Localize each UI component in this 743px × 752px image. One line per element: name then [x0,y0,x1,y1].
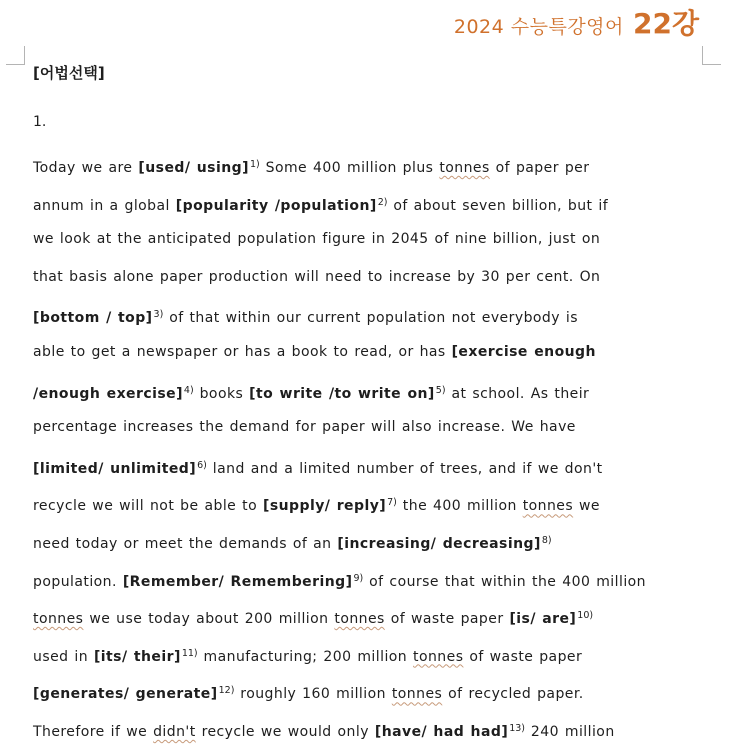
spellcheck-flagged-word: tonnes [33,611,84,628]
question-number: 1. [33,114,47,130]
passage-text-segment: of waste paper [384,611,510,628]
passage-line [33,560,703,598]
footnote-marker: 11) [181,647,198,659]
passage-text-segment: able to get a newspaper or has a book to read, or has [33,343,452,360]
choice-bracket: [its/ their] [93,648,181,665]
passage-line [33,484,703,522]
passage-text-segment: we look at the anticipated population figure in 2045 of nine billion, just on [33,231,601,248]
choice-bracket: /enough exercise] [33,385,183,402]
spellcheck-flagged-word: tonnes [522,498,574,515]
passage-text-segment: of recycled paper. [442,686,584,703]
spellcheck-flagged-word: tonnes [413,648,464,665]
course-title: 2024 수능특강영어 [453,16,624,38]
choice-bracket: [bottom / top] [33,310,153,327]
passage-text-segment: land and a limited number of trees, and if we don't [206,460,603,477]
choice-bracket: [popularity /population] [175,197,377,214]
passage-line [33,597,703,635]
footnote-marker: 8) [541,534,552,546]
passage-line [33,334,703,372]
passage-text-segment: of paper per [489,160,590,176]
footnote-marker: 1) [249,159,260,170]
footnote-marker: 6) [197,459,207,471]
passage-line [33,522,703,560]
passage-line [33,409,703,447]
passage-line [33,372,703,410]
passage-text-segment: Therefore if we [33,723,154,740]
footnote-marker: 10) [577,610,594,622]
lesson-header [454,2,699,42]
passage-text-segment: we use today about 200 million [83,611,335,628]
page-corner-mark-left [6,46,25,65]
footnote-marker: 7) [387,497,397,509]
footnote-marker: 9) [353,572,364,584]
choice-bracket: [generates/ generate] [33,686,218,703]
passage-text-segment: annum in a global [33,197,176,214]
passage-line [33,710,703,748]
passage-text-segment: of waste paper [463,648,583,665]
choice-bracket: [exercise enough [451,343,596,360]
passage-text-segment: roughly 160 million [234,686,392,703]
passage-line [33,672,703,710]
passage-text[interactable] [33,146,703,748]
footnote-marker: 4) [183,384,194,396]
choice-bracket: [to write /to write on] [249,385,435,402]
passage-text-segment: percentage increases the demand for paper will also increase. We have [33,419,576,436]
passage-line [33,635,703,673]
passage-text-segment: the 400 million [396,498,523,515]
choice-bracket: [have/ had had] [374,723,509,740]
passage-text-segment: population. [33,573,123,590]
footnote-marker: 5) [435,384,446,396]
lesson-number: 22강 [632,7,699,40]
choice-bracket: [is/ are] [509,611,577,628]
passage-text-segment: manufacturing; 200 million [197,648,414,665]
choice-bracket: [Remember/ Remembering] [122,573,353,590]
footnote-marker: 3) [153,309,164,321]
passage-text-segment: Some 400 million plus [259,160,440,176]
passage-text-segment: used in [33,648,94,665]
passage-text-segment: recycle we will not be able to [33,498,263,515]
section-title: [어법선택] [33,64,105,82]
spellcheck-flagged-word: didn't [153,723,196,740]
passage-line [33,259,703,297]
passage-text-segment: at school. As their [445,385,590,402]
passage-line [33,146,703,184]
passage-text-segment: Today we are [33,160,139,176]
footnote-marker: 13) [509,722,525,734]
choice-bracket: [supply/ reply] [262,498,387,515]
passage-line [33,221,703,259]
page-corner-mark-right [702,46,721,65]
passage-text-segment: that basis alone paper production will need to increase by 30 per cent. On [33,268,601,285]
passage-text-segment: 240 million [524,723,615,740]
passage-line [33,184,703,222]
spellcheck-flagged-word: tonnes [391,686,443,703]
passage-line [33,296,703,334]
footnote-marker: 2) [377,196,388,208]
choice-bracket: [limited/ unlimited] [33,460,197,477]
spellcheck-flagged-word: tonnes [439,160,490,176]
passage-text-segment: of course that within the 400 million [363,573,647,590]
passage-text-segment: recycle we would only [195,723,375,740]
footnote-marker: 12) [218,685,235,697]
choice-bracket: [used/ using] [138,160,249,176]
passage-text-segment: books [193,385,250,402]
passage-text-segment: of that within our current population not everybody is [163,310,578,327]
passage-line [33,447,703,485]
passage-text-segment: of about seven billion, but if [387,197,609,214]
passage-text-segment: we [573,498,600,515]
spellcheck-flagged-word: tonnes [334,611,385,628]
passage-text-segment: need today or meet the demands of an [33,535,338,552]
choice-bracket: [increasing/ decreasing] [337,535,541,552]
